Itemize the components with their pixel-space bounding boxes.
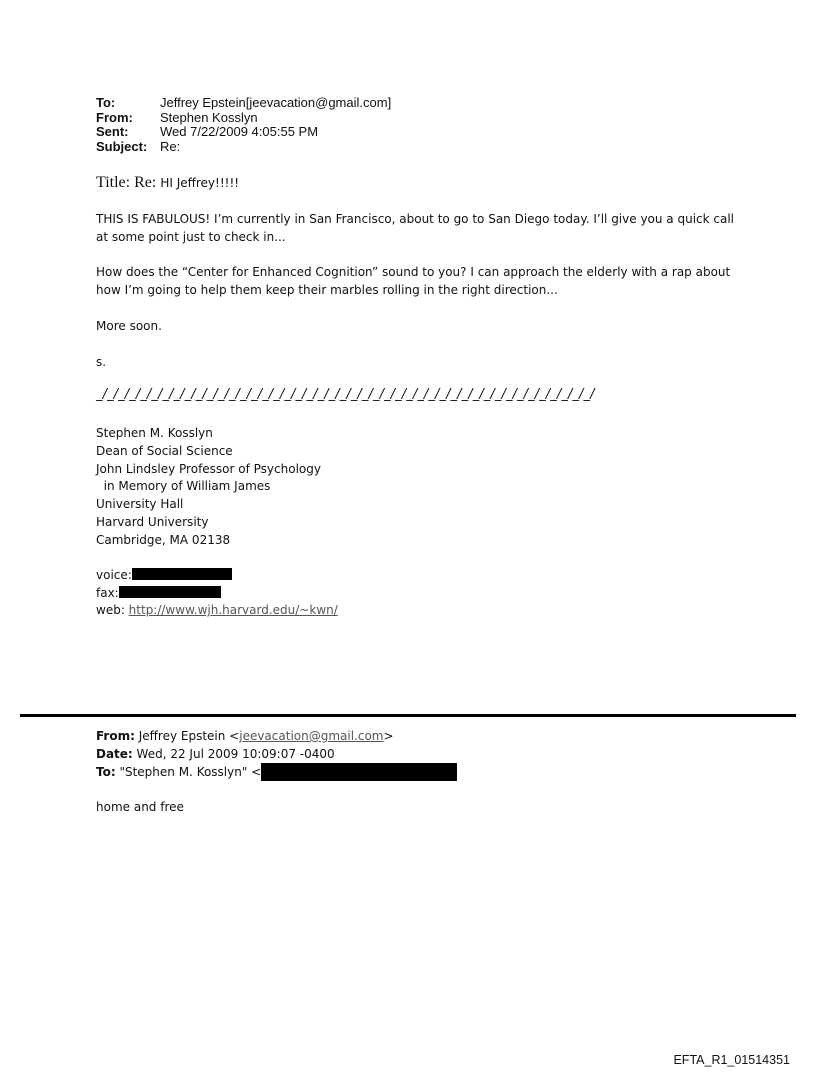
- body-paragraph-2: How does the “Center for Enhanced Cognition” sound to you? I can approach the elderly with a rap about how I’m going to help them keep their marbles rolling in the right direction...: [96, 265, 731, 297]
- voice-row: [96, 567, 338, 585]
- from-label: From:: [96, 109, 133, 125]
- subject-label: Subject:: [96, 138, 148, 154]
- signature-line: John Lindsley Professor of Psychology: [96, 461, 321, 476]
- from-value: Stephen Kosslyn: [160, 109, 258, 125]
- web-link[interactable]: http://www.wjh.harvard.edu/~kwn/: [128, 603, 338, 617]
- redaction-bar: [132, 568, 232, 580]
- sent-value: Wed 7/22/2009 4:05:55 PM: [160, 124, 319, 139]
- fwd-from-email-link[interactable]: jeevacation@gmail.com: [239, 729, 384, 743]
- fwd-date-label: Date:: [96, 746, 133, 761]
- fwd-from-close: >: [383, 729, 394, 743]
- signature-line: University Hall: [96, 497, 184, 512]
- web-label: web:: [96, 603, 129, 617]
- title-text: HI Jeffrey!!!!!: [160, 176, 240, 190]
- signature-block: [96, 425, 321, 550]
- to-value: Jeffrey Epstein[jeevacation@gmail.com]: [160, 95, 392, 110]
- email-header: [96, 96, 391, 154]
- signature-line: in Memory of William James: [96, 479, 271, 494]
- title-prefix: Title: Re:: [96, 174, 161, 191]
- fwd-body-text: home and free: [96, 800, 184, 814]
- web-row: [96, 602, 338, 620]
- fwd-to-value: "Stephen M. Kosslyn" <: [115, 765, 262, 779]
- forwarded-header: [96, 728, 457, 782]
- header-subject-row: [96, 140, 391, 155]
- fax-row: [96, 585, 338, 603]
- body-paragraph-4: s.: [96, 355, 107, 369]
- signature-separator: _/_/_/_/_/_/_/_/_/_/_/_/_/_/_/_/_/_/_/_/_/_/_/_/_/_/_/_/_/_/_/_/_/_/_/_/_/_/_/_/_/_/_/_/_/: [96, 387, 595, 402]
- voice-label: voice:: [96, 568, 132, 582]
- header-from-row: [96, 111, 391, 126]
- redaction-bar: [261, 763, 457, 781]
- fwd-from-label: From:: [96, 729, 135, 743]
- redaction-bar: [119, 586, 221, 598]
- fwd-date-value: Wed, 22 Jul 2009 10:09:07 -0400: [132, 746, 335, 761]
- signature-line: Cambridge, MA 02138: [96, 532, 231, 547]
- contact-block: [96, 567, 338, 620]
- header-sent-row: [96, 125, 391, 140]
- message-title: [96, 174, 239, 192]
- bates-number: EFTA_R1_01514351: [673, 1053, 790, 1067]
- fax-label: fax:: [96, 585, 119, 600]
- subject-value: Re:: [160, 138, 181, 154]
- divider-rule: [20, 714, 796, 717]
- signature-line: Dean of Social Science: [96, 443, 233, 458]
- fwd-to-row: [96, 763, 457, 782]
- fwd-to-label: To:: [96, 765, 116, 779]
- fwd-date-row: [96, 746, 457, 764]
- signature-line: Stephen M. Kosslyn: [96, 426, 213, 440]
- body-paragraph-3: More soon.: [96, 319, 162, 333]
- header-to-row: [96, 96, 391, 111]
- body-paragraph-1: THIS IS FABULOUS! I’m currently in San Francisco, about to go to San Diego today. I’ll give you a quick call at some point just to check in...: [96, 212, 735, 244]
- fwd-from-row: [96, 728, 457, 746]
- fwd-from-name: Jeffrey Epstein <: [134, 729, 240, 743]
- signature-line: Harvard University: [96, 514, 209, 529]
- to-label: To:: [96, 95, 116, 110]
- sent-label: Sent:: [96, 124, 129, 139]
